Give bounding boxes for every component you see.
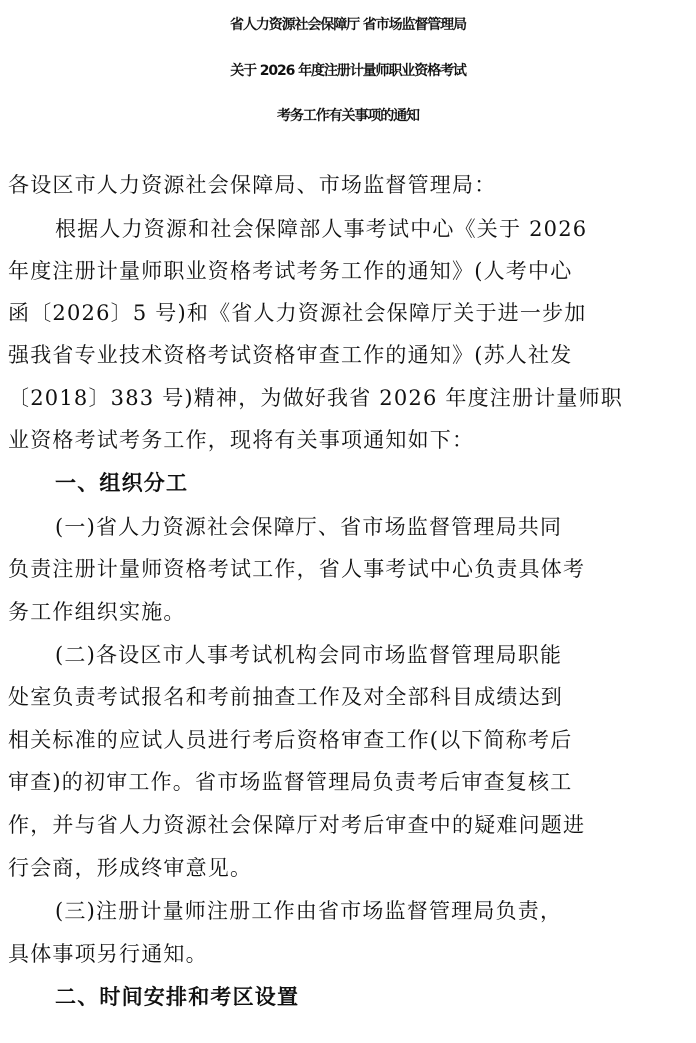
- section-1-item-3-line: 具体事项另行通知。: [8, 942, 208, 966]
- intro-line: 函〔2026〕5 号)和《省人力资源社会保障厅关于进一步加: [8, 301, 587, 325]
- document-title-line-1: 省人力资源社会保障厅 省市场监督管理局: [230, 17, 466, 33]
- section-1-item-2-line: 行会商，形成终审意见。: [8, 856, 253, 880]
- section-1-item-3-line: (三)注册计量师注册工作由省市场监督管理局负责，: [55, 899, 563, 923]
- section-1-item-2-line: 处室负责考试报名和考前抽查工作及对全部科目成绩达到: [8, 685, 563, 709]
- section-1-heading: 一、组织分工: [55, 471, 189, 495]
- addressee: 各设区市人力资源社会保障局、市场监督管理局：: [8, 173, 497, 197]
- document-title-line-3: 考务工作有关事项的通知: [277, 108, 419, 124]
- intro-line: 业资格考试考务工作，现将有关事项通知如下：: [8, 428, 475, 452]
- section-1-item-2-line: (二)各设区市人事考试机构会同市场监督管理局职能: [55, 643, 563, 667]
- section-1-item-1-line: (一)省人力资源社会保障厅、省市场监督管理局共同: [55, 515, 563, 539]
- document-title-line-2: 关于 2026 年度注册计量师职业资格考试: [230, 63, 466, 79]
- section-1-item-2-line: 审查)的初审工作。省市场监督管理局负责考后审查复核工: [8, 770, 573, 794]
- section-2-heading: 二、时间安排和考区设置: [55, 985, 300, 1009]
- intro-line: 年度注册计量师职业资格考试考务工作的通知》(人考中心: [8, 259, 573, 283]
- section-1-item-1-line: 务工作组织实施。: [8, 600, 186, 624]
- intro-line: 强我省专业技术资格考试资格审查工作的通知》(苏人社发: [8, 343, 573, 367]
- section-1-item-1-line: 负责注册计量师资格考试工作，省人事考试中心负责具体考: [8, 557, 586, 581]
- intro-line: 〔2018〕383 号)精神，为做好我省 2026 年度注册计量师职: [8, 386, 623, 410]
- section-1-item-2-line: 相关标准的应试人员进行考后资格审查工作(以下简称考后: [8, 728, 573, 752]
- section-1-item-2-line: 作，并与省人力资源社会保障厅对考后审查中的疑难问题进: [8, 813, 586, 837]
- intro-line: 根据人力资源和社会保障部人事考试中心《关于 2026: [55, 217, 588, 241]
